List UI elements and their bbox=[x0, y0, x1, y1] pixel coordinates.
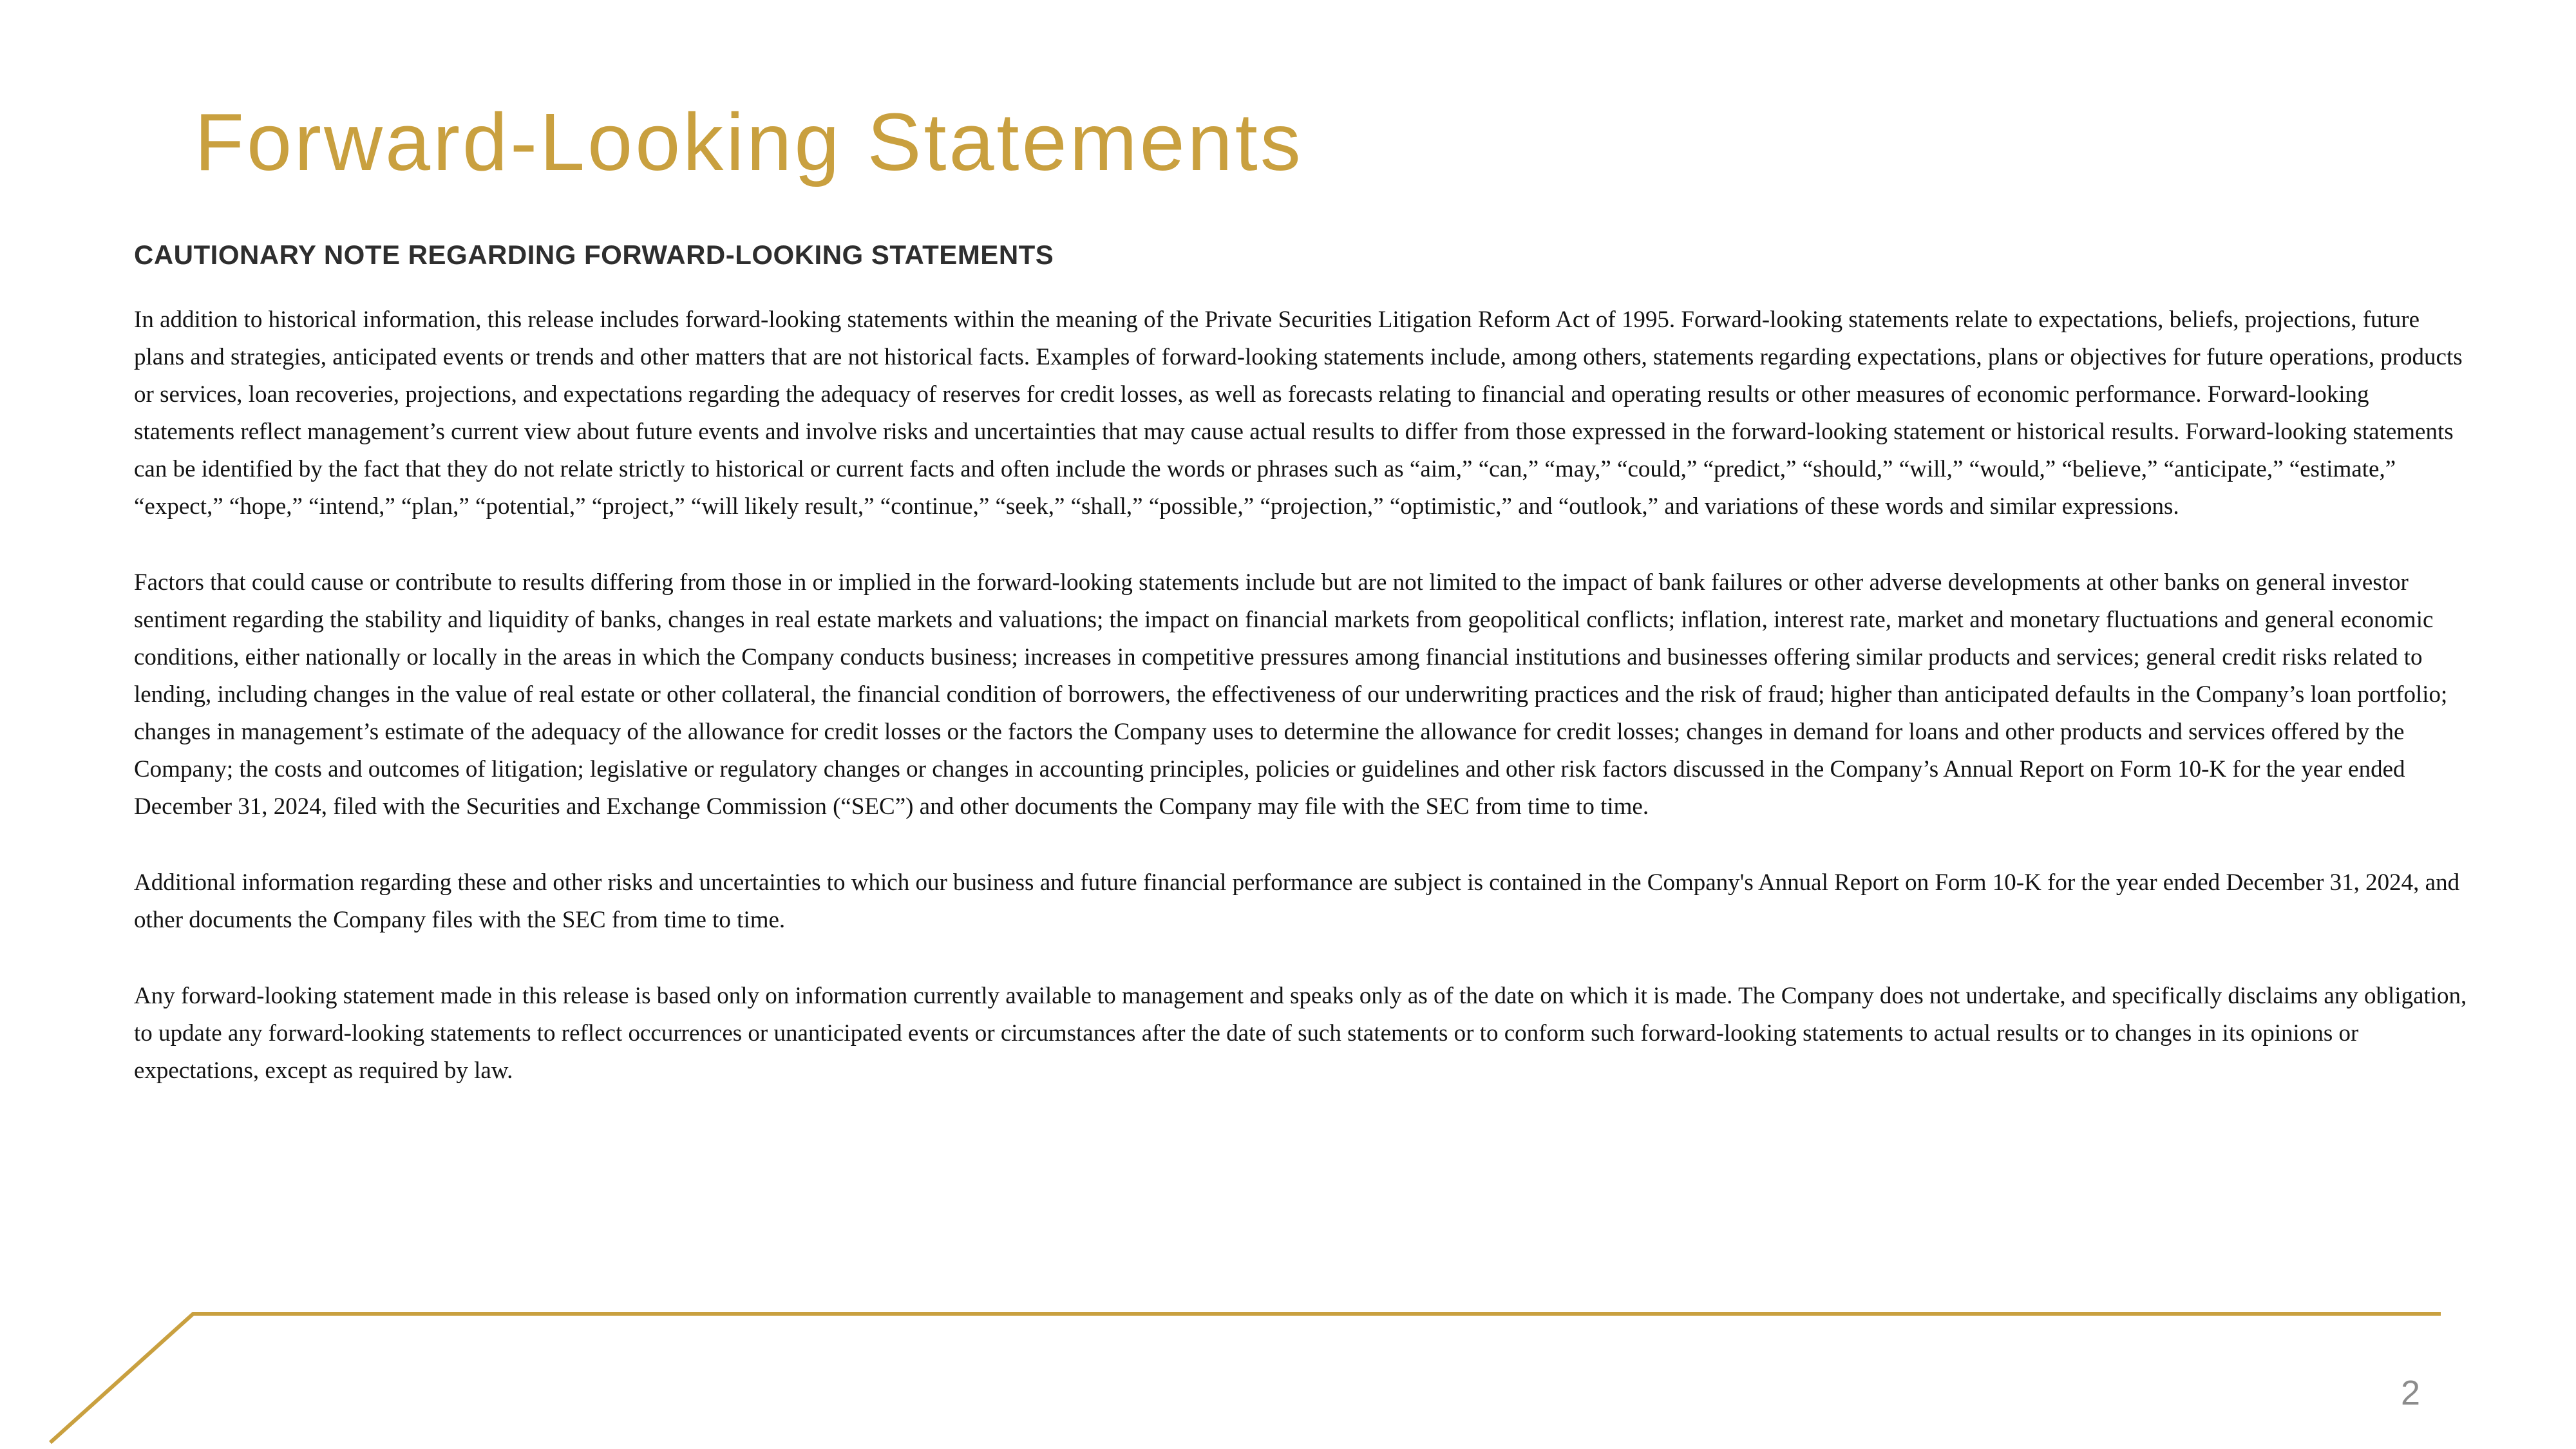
page-number: 2 bbox=[2401, 1374, 2421, 1412]
body-paragraph: Any forward-looking statement made in this release is based only on information currently available to management and speaks only as of the date on which it is made. The Company does not undertake, and specifically disclaims any obligation, to update any forward-looking statements to reflect occurrences or unanticipated events or circumstances after the date of such statements or to conform such forward-looking statements to actual results or to changes in its opinions or expectations, except as required by law. bbox=[134, 983, 2467, 1084]
body-paragraph: Additional information regarding these and other risks and uncertainties to which our business and future financial performance are subject is contained in the Company's Annual Report on Form 10-K for the year ended December 31, 2024, and other documents the Company files with the SEC from time to time. bbox=[134, 869, 2460, 933]
body-paragraph: Factors that could cause or contribute to results differing from those in or implied in the forward-looking statements include but are not limited to the impact of bank failures or other adverse developments at other banks on general investor sentiment regarding the stability and liquidity of banks, changes in real estate markets and valuations; the impact on financial markets from geopolitical conflicts; inflation, interest rate, market and monetary fluctuations and general economic conditions, either nationally or locally in the areas in which the Company conducts business; increases in competitive pressures among financial institutions and businesses offering similar products and services; general credit risks related to lending, including changes in the value of real estate or other collateral, the financial condition of borrowers, the effectiveness of our underwriting practices and the risk of fraud; higher than anticipated defaults in the Company’s loan portfolio; changes in management’s estimate of the adequacy of the allowance for credit losses or the factors the Company uses to determine the allowance for credit losses; changes in demand for loans and other products and services offered by the Company; the costs and outcomes of litigation; legislative or regulatory changes or changes in accounting principles, policies or guidelines and other risk factors discussed in the Company’s Annual Report on Form 10-K for the year ended December 31, 2024, filed with the Securities and Exchange Commission (“SEC”) and other documents the Company may file with the SEC from time to time. bbox=[134, 569, 2448, 820]
slide-title: Forward-Looking Statements bbox=[194, 97, 1303, 187]
body-text bbox=[134, 301, 2468, 1128]
body-paragraph: In addition to historical information, this release includes forward-looking statements within the meaning of the Private Securities Litigation Reform Act of 1995. Forward-looking statements relate to expectations, beliefs, projections, future plans and strategies, anticipated events or trends and other matters that are not historical facts. Examples of forward-looking statements include, among others, statements regarding expectations, plans or objectives for future operations, products or services, loan recoveries, projections, and expectations regarding the adequacy of reserves for credit losses, as well as forecasts relating to financial and operating results or other measures of economic performance. Forward-looking statements reflect management’s current view about future events and involve risks and uncertainties that may cause actual results to differ from those expressed in the forward-looking statement or historical results. Forward-looking statements can be identified by the fact that they do not relate strictly to historical or current facts and often include the words or phrases such as “aim,” “can,” “may,” “could,” “predict,” “should,” “will,” “would,” “believe,” “anticipate,” “estimate,” “expect,” “hope,” “intend,” “plan,” “potential,” “project,” “will likely result,” “continue,” “seek,” “shall,” “possible,” “projection,” “optimistic,” and “outlook,” and variations of these words and similar expressions. bbox=[134, 307, 2463, 520]
section-heading: CAUTIONARY NOTE REGARDING FORWARD-LOOKING STATEMENTS bbox=[134, 240, 1054, 270]
